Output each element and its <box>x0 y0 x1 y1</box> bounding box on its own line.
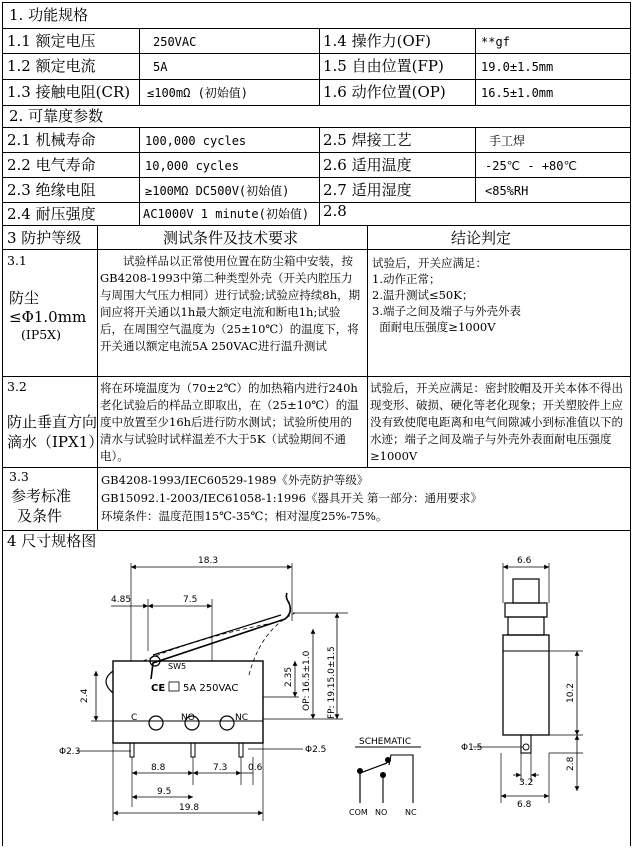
terminal-no-label: NO <box>181 713 195 723</box>
dim-6-6: 6.6 <box>517 556 532 566</box>
dim-18-3: 18.3 <box>198 556 219 566</box>
result-line: 试验后，开关应满足： <box>372 256 487 270</box>
schematic-title: SCHEMATIC <box>359 737 412 747</box>
standard-line: GB4208-1993/IEC60529-1989《外壳防护等级》 <box>101 473 369 487</box>
spec-label: 2.7 适用湿度 <box>323 181 412 199</box>
result-line: 3.端子之间及端子与外壳外表 <box>372 304 521 318</box>
section-2-title: 2. 可靠度参数 <box>9 107 104 125</box>
spec-label: 1.5 自由位置(FP) <box>323 57 444 75</box>
standard-line: GB15092.1-2003/IEC61058-1:1996《器具开关 第一部分：通用要求》 <box>101 491 483 505</box>
spec-label: 1.6 动作位置(OP) <box>323 83 446 101</box>
spec-value: 100,000 cycles <box>145 134 247 148</box>
test-condition: 将在环境温度为（70±2℃）的加热箱内进行240h老化试验后的样品立即取出，在（25±10℃）的温度中放置至少16h后进行防水测试；试验所使用的清水与试验时试样温差不大于5K（试验期间不通电）。 <box>100 381 359 463</box>
brand-label: SW5 <box>168 662 187 671</box>
section-4-title: 4 尺寸规格图 <box>7 532 97 550</box>
dimension-drawing <box>3 551 630 847</box>
dim-phi-2-3: Φ2.3 <box>59 747 81 757</box>
schematic-nc: NC <box>405 808 417 817</box>
dim-3-2: 3.2 <box>519 778 534 788</box>
spec-value: ≥100MΩ DC500V(初始值) <box>145 184 290 198</box>
section-3-title: 3 防护等级 <box>7 229 82 247</box>
section-1-title: 1. 功能规格 <box>9 6 89 24</box>
item-spec: ≤Φ1.0mm <box>9 308 87 326</box>
spec-label: 2.8 <box>323 202 347 220</box>
dim-7-5: 7.5 <box>183 595 198 605</box>
item-number: 3.2 <box>7 379 27 394</box>
spec-sheet <box>2 2 631 846</box>
spec-label: 1.4 操作力(OF) <box>323 32 432 50</box>
dim-9-5: 9.5 <box>157 787 172 797</box>
test-result: 试验后，开关应满足：密封胶帽及开关本体不得出现变形、破损、硬化等老化现象；开关塑胶件上应没有致使爬电距离和电气间隙减小到标准值以下的水迹；端子之间及端子与外壳外表面耐电压强度≥1000V <box>370 381 623 463</box>
result-line: 2.温升测试≤50K； <box>372 288 474 302</box>
spec-value: 250VAC <box>153 35 197 49</box>
spec-label: 1.1 额定电压 <box>7 32 96 50</box>
standard-line: 环境条件：温度范围15℃-35℃；相对湿度25%-75%。 <box>101 509 388 523</box>
spec-label: 1.3 接触电阻(CR) <box>7 83 131 101</box>
item-number: 3.1 <box>7 253 27 268</box>
terminal-nc-label: NC <box>235 713 249 723</box>
item-name: 防尘 <box>9 289 40 307</box>
col-header-conditions: 测试条件及技术要求 <box>163 229 299 247</box>
result-line: 1.动作正常； <box>372 272 441 286</box>
dim-2-4: 2.4 <box>80 688 90 703</box>
spec-label: 2.5 焊接工艺 <box>323 131 412 149</box>
dim-7-3: 7.3 <box>213 763 228 773</box>
spec-value: -25℃ - +80℃ <box>485 159 577 173</box>
ce-mark: CE <box>151 683 166 694</box>
spec-value: 19.0±1.5mm <box>481 60 554 74</box>
spec-value: 10,000 cycles <box>145 159 239 173</box>
spec-label: 2.1 机械寿命 <box>7 131 96 149</box>
item-code: (IP5X) <box>21 327 61 342</box>
spec-label: 2.3 绝缘电阻 <box>7 181 96 199</box>
spec-label: 2.2 电气寿命 <box>7 156 96 174</box>
item-name: 防止垂直方向 <box>7 413 98 431</box>
spec-value: ≤100mΩ (初始值) <box>147 86 249 100</box>
dim-phi-1-5: Φ1.5 <box>461 743 483 753</box>
item-name-2: 及条件 <box>17 507 63 525</box>
spec-value: <85%RH <box>485 184 529 198</box>
schematic-no: NO <box>375 808 388 817</box>
terminal-c-label: C <box>131 713 138 723</box>
dim-6-8: 6.8 <box>517 800 532 810</box>
schematic-com: COM <box>349 808 368 817</box>
spec-value: 5A <box>153 60 168 74</box>
spec-label: 2.6 适用温度 <box>323 156 412 174</box>
spec-label: 1.2 额定电流 <box>7 57 96 75</box>
spec-value: 16.5±1.0mm <box>481 86 554 100</box>
test-condition: 试验样品以正常使用位置在防尘箱中安装，按GB4208-1993中第二种类型外壳（开关内腔压力与周围大气压力相同）进行试验;试验应持续8h，期间应将开关通以1h最大额定电流和断电1h;试验后，在周围空气温度为（25±10℃）的温度下，将开关通以额定电流5A 250VAC进行温升测试 <box>100 254 361 353</box>
col-header-result: 结论判定 <box>451 229 512 247</box>
dim-0-6: 0.6 <box>248 763 263 773</box>
spec-value: **gf <box>481 35 510 49</box>
result-line: 面耐电压强度≥1000V <box>372 320 496 334</box>
dim-fp: FP: 19.15.0±1.5 <box>327 646 337 719</box>
dim-2-8: 2.8 <box>566 756 576 771</box>
item-name: 参考标准 <box>11 487 72 505</box>
dim-op: OP: 16.5±1.0 <box>302 650 312 711</box>
spec-value: AC1000V 1 minute(初始值) <box>143 207 310 221</box>
item-number: 3.3 <box>9 469 29 484</box>
dim-4-85: 4.85 <box>111 595 132 605</box>
dim-2-35: 2.35 <box>284 666 294 687</box>
dim-19-8: 19.8 <box>179 803 200 813</box>
item-name-2: 滴水（IPX1） <box>7 433 104 451</box>
rating-label: 5A 250VAC <box>183 683 239 694</box>
dim-8-8: 8.8 <box>151 763 166 773</box>
dim-10-2: 10.2 <box>566 682 576 703</box>
spec-label: 2.4 耐压强度 <box>7 205 96 223</box>
ul-mark-icon <box>169 682 179 691</box>
dim-phi-2-5: Φ2.5 <box>305 745 327 755</box>
spec-value: 手工焊 <box>489 134 526 148</box>
